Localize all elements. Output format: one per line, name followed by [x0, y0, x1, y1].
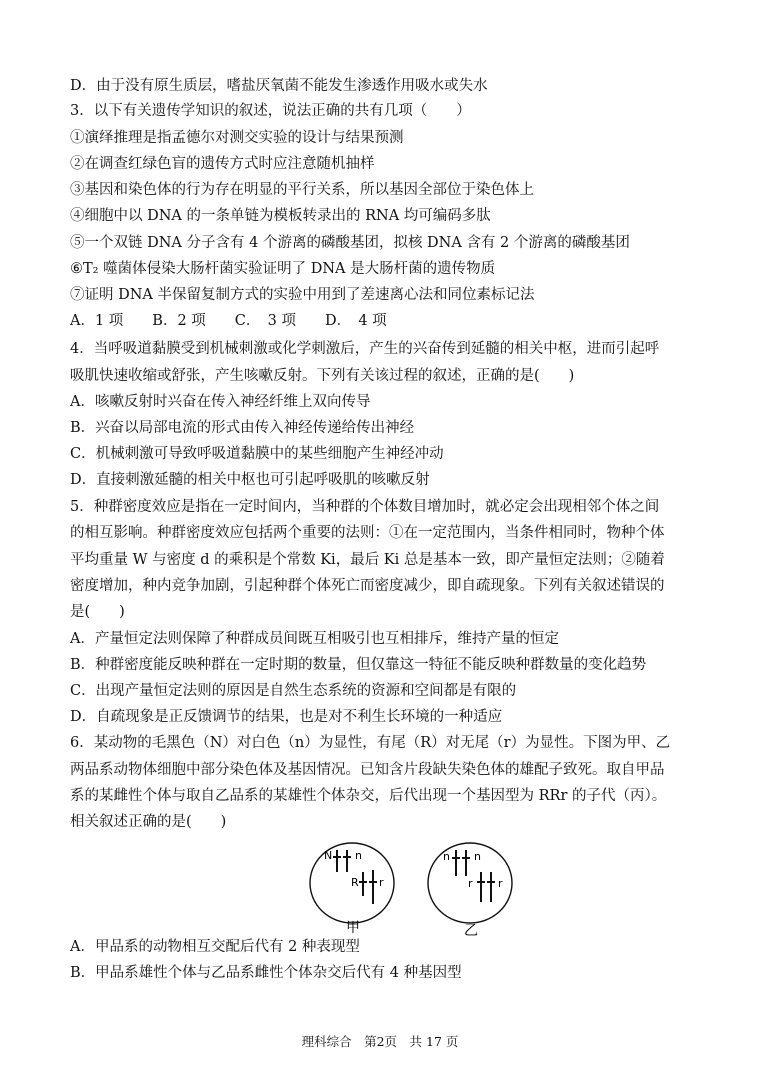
q2-option-d: D．由于没有原生质层，嗜盐厌氧菌不能发生渗透作用吸水或失水: [70, 78, 488, 94]
cell-label-yi: 乙: [464, 923, 478, 939]
chromosome-diagram-svg: [300, 838, 530, 938]
q6-stem-line-3: 系的某雌性个体与取自乙品系的某雄性个体杂交，后代出现一个基因型为 RRr 的子代（丙）。: [70, 788, 667, 804]
q3-statement-1: ①演绎推理是指孟德尔对测交实验的设计与结果预测: [70, 130, 404, 146]
q4-option-d: D．直接刺激延髓的相关中枢也可引起呼吸肌的咳嗽反射: [70, 472, 430, 488]
chromosome-pair-bottom-yi: [477, 872, 495, 902]
q4-option-b: B．兴奋以局部电流的形式由传入神经传递给传出神经: [70, 420, 415, 436]
q3-statement-6: ⑥T₂ 噬菌体侵染大肠杆菌实验证明了 DNA 是大肠杆菌的遗传物质: [70, 261, 496, 277]
q5-stem-line-2: 的相互影响。种群密度效应包括两个重要的法则：①在一定范围内，当条件相同时，物种个体: [70, 525, 665, 541]
cell-yi: [428, 843, 512, 939]
q4-option-c: C．机械刺激可导致呼吸道黏膜中的某些细胞产生神经冲动: [70, 446, 444, 462]
chromosome-pair-top-jia: [333, 850, 351, 872]
gene-label: r: [379, 876, 384, 889]
q3-statement-4: ④细胞中以 DNA 的一条单链为模板转录出的 RNA 均可编码多肽: [70, 208, 491, 224]
gene-label: r: [498, 877, 503, 890]
q5-option-d: D．自疏现象是正反馈调节的结果，也是对不利生长环境的一种适应: [70, 709, 503, 725]
q6-stem-line-1: 6．某动物的毛黑色（N）对白色（n）为显性，有尾（R）对无尾（r）为显性。下图为甲、乙: [70, 735, 671, 751]
gene-label: n: [474, 850, 481, 863]
q5-stem-line-5: 是( ): [70, 604, 125, 620]
page-footer: 理科综合 第2页 共 17 页: [301, 1034, 459, 1049]
gene-label: R: [351, 876, 359, 889]
q4-stem-line-1: 4．当呼吸道黏膜受到机械刺激或化学刺激后，产生的兴奋传到延髓的相关中枢，进而引起呼: [70, 341, 660, 357]
q3-options: A．1 项 B．2 项 C． 3 项 D． 4 项: [70, 313, 387, 329]
q4-stem-line-2: 吸肌快速收缩或舒张，产生咳嗽反射。下列有关该过程的叙述，正确的是( ): [70, 368, 575, 384]
gene-label: n: [443, 850, 450, 863]
q3-statement-3: ③基因和染色体的行为存在明显的平行关系，所以基因全部位于染色体上: [70, 182, 534, 198]
q5-stem-line-1: 5．种群密度效应是指在一定时间内，当种群的个体数目增加时，就必定会出现相邻个体之间: [70, 499, 660, 515]
q6-option-a: A．甲品系的动物相互交配后代有 2 种表现型: [70, 939, 360, 955]
cell-label-jia: 甲: [346, 920, 360, 936]
chromosome-pair-top-yi: [452, 850, 470, 876]
q5-option-a: A．产量恒定法则保障了种群成员间既互相吸引也互相排斥，维持产量的恒定: [70, 631, 559, 647]
gene-label: r: [468, 877, 473, 890]
q4-option-a: A．咳嗽反射时兴奋在传入神经纤维上双向传导: [70, 394, 371, 410]
q6-stem-line-2: 两品系动物体细胞中部分染色体及基因情况。已知含片段缺失染色体的雄配子致死。取自甲品: [70, 762, 665, 778]
gene-label: n: [355, 849, 362, 862]
q5-stem-line-3: 平均重量 W 与密度 d 的乘积是个常数 Ki，最后 Ki 总是基本一致，即产量恒定法则；②随着: [70, 552, 665, 568]
chromosome-diagram: [300, 838, 530, 938]
q6-stem-line-4: 相关叙述正确的是( ): [70, 814, 227, 830]
gene-label: N: [324, 849, 333, 862]
q3-statement-7: ⑦证明 DNA 半保留复制方式的实验中用到了差速离心法和同位素标记法: [70, 287, 535, 303]
q5-option-b: B．种群密度能反映种群在一定时期的数量，但仅靠这一特征不能反映种群数量的变化趋势: [70, 657, 647, 673]
q5-option-c: C．出现产量恒定法则的原因是自然生态系统的资源和空间都是有限的: [70, 683, 517, 699]
cell-jia: [310, 843, 394, 936]
chromosome-pair-bottom-jia: [359, 870, 377, 904]
q6-option-b: B．甲品系雄性个体与乙品系雌性个体杂交后代有 4 种基因型: [70, 965, 462, 981]
q3-stem: 3．以下有关遗传学知识的叙述，说法正确的共有几项（ ）: [70, 103, 471, 119]
q3-statement-2: ②在调查红绿色盲的遗传方式时应注意随机抽样: [70, 156, 375, 172]
q5-stem-line-4: 密度增加，种内竞争加剧，引起种群个体死亡而密度减少，即自疏现象。下列有关叙述错误的: [70, 578, 665, 594]
q3-statement-5: ⑤一个双链 DNA 分子含有 4 个游离的磷酸基团，拟核 DNA 含有 2 个游离的磷酸基团: [70, 235, 630, 251]
